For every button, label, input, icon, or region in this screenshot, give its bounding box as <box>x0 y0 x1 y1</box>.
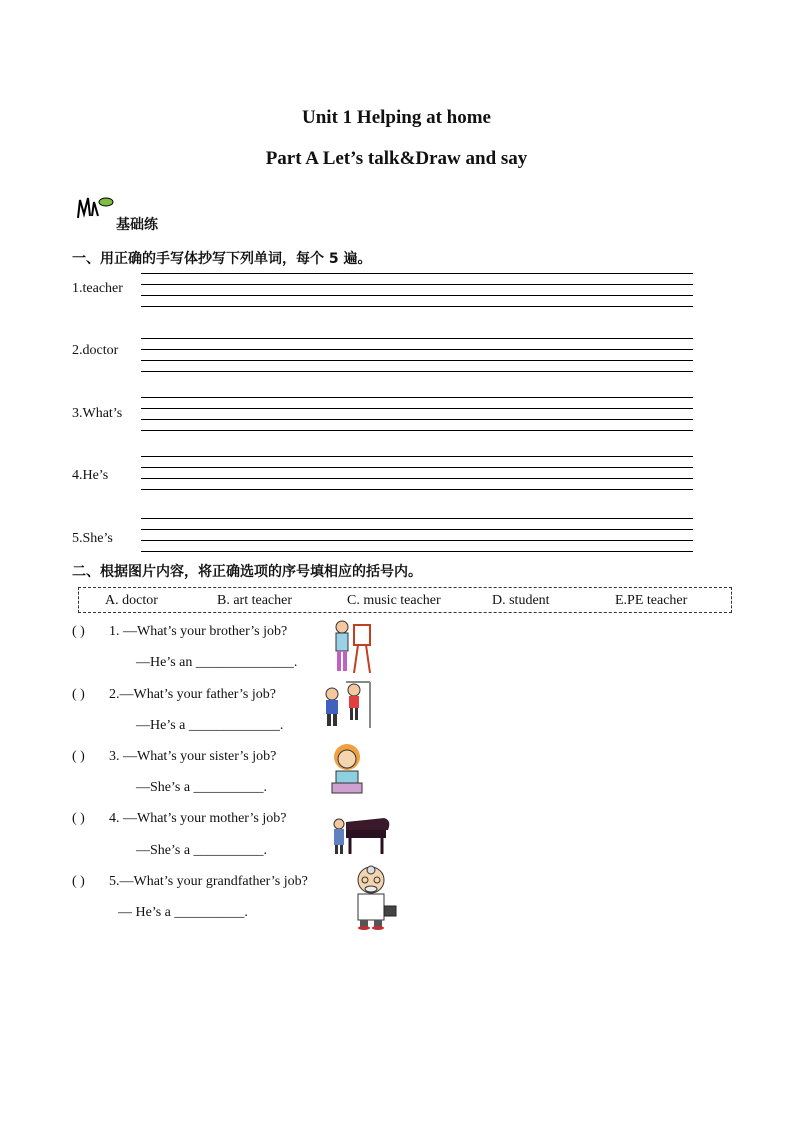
art-teacher-illustration <box>330 617 374 677</box>
part1-heading: 一、用正确的手写体抄写下列单词，每个 5 遍。 <box>72 251 372 267</box>
writing-lines[interactable] <box>141 397 693 431</box>
answer-paren[interactable]: ( ) <box>72 624 85 639</box>
answer-paren[interactable]: ( ) <box>72 749 85 764</box>
page-subtitle: Part A Let’s talk&Draw and say <box>265 148 528 169</box>
answer-paren[interactable]: ( ) <box>72 811 85 826</box>
answer-text: —He’s a _____________. <box>136 718 284 733</box>
option-a: A. doctor <box>105 593 158 608</box>
question-text: 5.—What’s your grandfather’s job? <box>109 874 308 889</box>
question-text: 3. —What’s your sister’s job? <box>109 749 277 764</box>
section-label: 基础练 <box>116 217 158 233</box>
options-box <box>78 587 732 613</box>
word-label: 1.teacher <box>72 281 123 296</box>
answer-text: —She’s a __________. <box>136 780 268 795</box>
writing-lines[interactable] <box>141 273 693 307</box>
question-text: 1. —What’s your brother’s job? <box>109 624 288 639</box>
doctor-illustration <box>344 864 402 932</box>
word-label: 3.What’s <box>72 406 123 421</box>
option-b: B. art teacher <box>217 593 293 608</box>
writing-lines[interactable] <box>141 518 693 552</box>
answer-paren[interactable]: ( ) <box>72 687 85 702</box>
answer-text: — He’s a __________. <box>118 905 248 920</box>
student-illustration <box>330 741 364 797</box>
question-text: 2.—What’s your father’s job? <box>109 687 276 702</box>
writing-lines[interactable] <box>141 338 693 372</box>
option-e: E.PE teacher <box>615 593 688 608</box>
music-teacher-illustration <box>330 812 392 856</box>
question-text: 4. —What’s your mother’s job? <box>109 811 287 826</box>
part2-heading: 二、根据图片内容，将正确选项的序号填相应的括号内。 <box>72 564 422 580</box>
writing-lines[interactable] <box>141 456 693 490</box>
page-title: Unit 1 Helping at home <box>302 107 491 128</box>
word-label: 2.doctor <box>72 343 119 358</box>
answer-text: —He’s an ______________. <box>136 655 298 670</box>
word-label: 4.He’s <box>72 468 109 483</box>
answer-text: —She’s a __________. <box>136 843 268 858</box>
cartoon-icon <box>74 194 114 222</box>
option-d: D. student <box>492 593 550 608</box>
word-label: 5.She’s <box>72 531 113 546</box>
option-c: C. music teacher <box>347 593 441 608</box>
answer-paren[interactable]: ( ) <box>72 874 85 889</box>
pe-teacher-illustration <box>320 678 378 730</box>
